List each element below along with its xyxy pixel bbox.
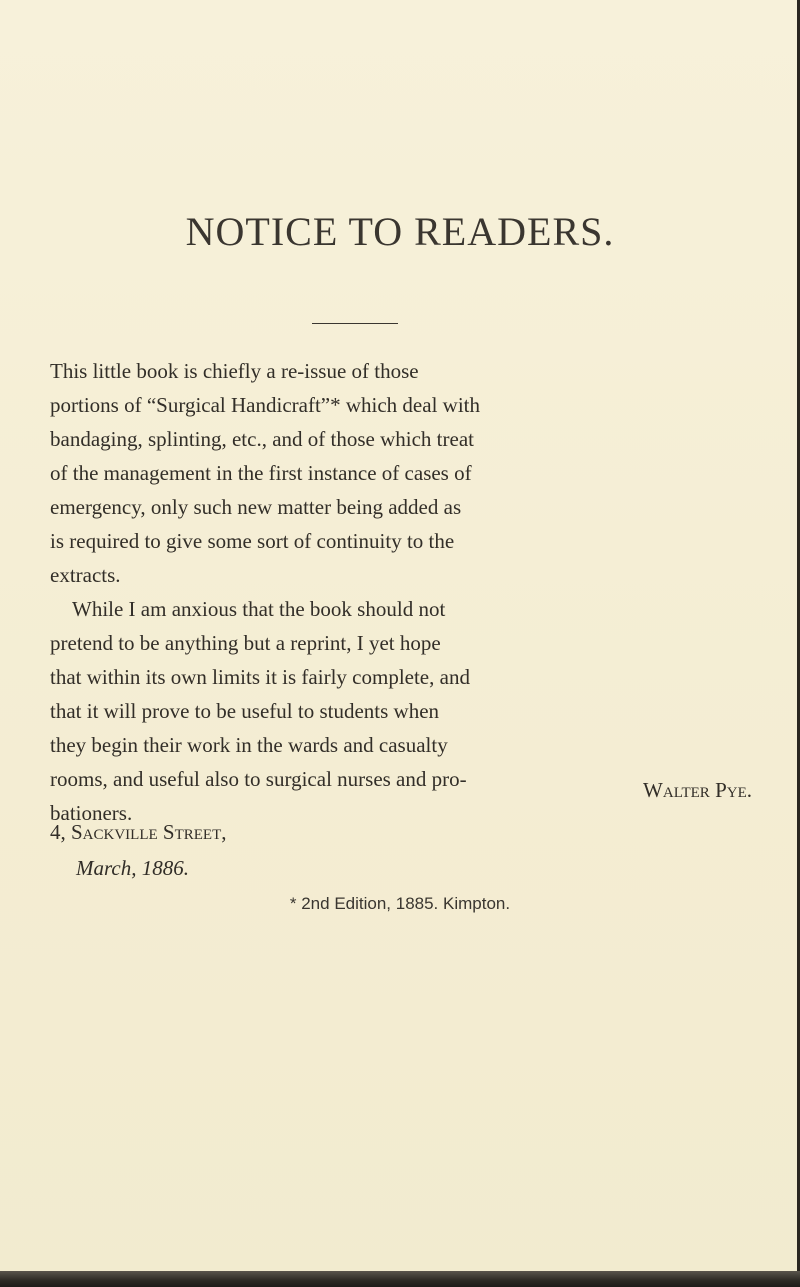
- body-text: [50, 354, 750, 830]
- text-line: pretend to be anything but a reprint, I yet hope: [50, 631, 441, 655]
- address-block: [50, 814, 227, 886]
- text-line: that within its own limits it is fairly complete, and: [50, 665, 470, 689]
- page-title: NOTICE TO READERS.: [185, 209, 615, 254]
- paragraph-1: [50, 354, 750, 592]
- author-signature: Walter Pye.: [643, 778, 752, 802]
- text-line: is required to give some sort of continuity to the: [50, 529, 455, 553]
- text-line: emergency, only such new matter being added as: [50, 495, 462, 519]
- title-rule: [312, 323, 398, 324]
- text-line: bandaging, splinting, etc., and of those which treat: [50, 427, 474, 451]
- text-line: This little book is chiefly a re-issue of those: [50, 359, 419, 383]
- text-line: bationers.: [50, 801, 133, 825]
- page-edge-bottom: [0, 1271, 800, 1287]
- address-street: 4, Sackville Street,: [50, 820, 227, 844]
- text-line: rooms, and useful also to surgical nurses and pro-: [50, 767, 467, 791]
- text-line: of the management in the first instance of cases of: [50, 461, 472, 485]
- text-line: portions of “Surgical Handicraft”* which deal with: [50, 393, 480, 417]
- text-line: they begin their work in the wards and casualty: [50, 733, 448, 757]
- text-line: extracts.: [50, 563, 121, 587]
- text-line: that it will prove to be useful to students when: [50, 699, 440, 723]
- footnote: * 2nd Edition, 1885. Kimpton.: [289, 894, 511, 913]
- address-date: March, 1886.: [76, 856, 189, 880]
- text-line: While I am anxious that the book should not: [72, 597, 446, 621]
